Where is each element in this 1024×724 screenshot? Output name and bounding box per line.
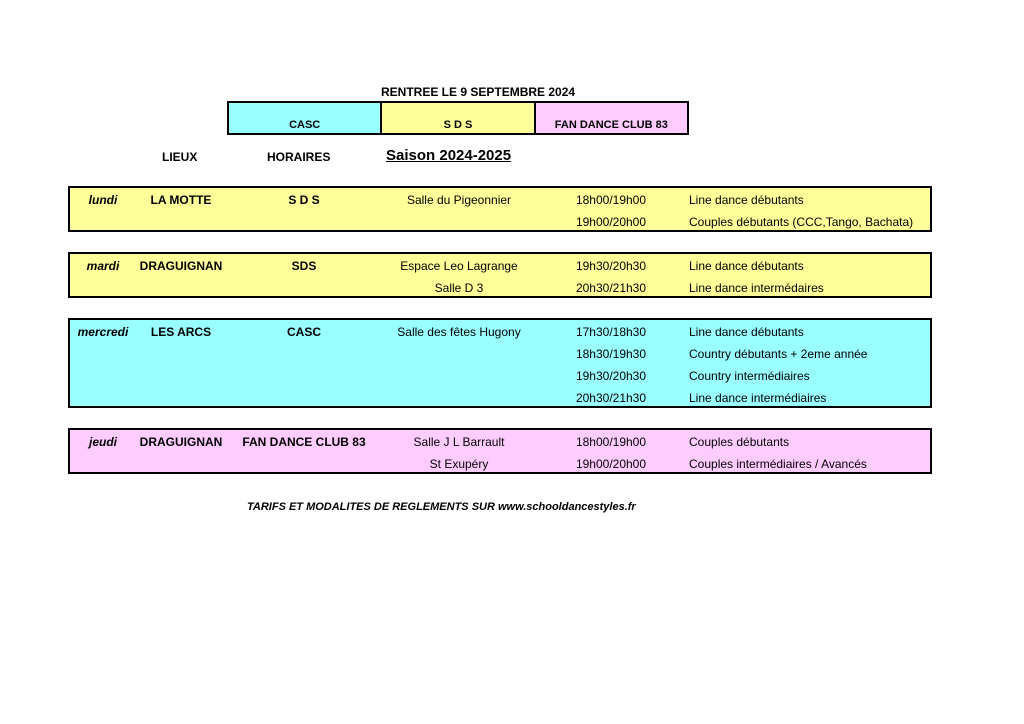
schedule-row (70, 430, 930, 452)
venue-label: Espace Leo Lagrange (400, 259, 518, 273)
schedule-row (70, 188, 930, 210)
header-horaires: HORAIRES (267, 150, 331, 164)
course-label: Line dance débutants (689, 325, 804, 339)
venue-label: Salle D 3 (434, 281, 484, 295)
page-title: RENTREE LE 9 SEPTEMBRE 2024 (381, 85, 576, 99)
header-lieux: LIEUX (162, 150, 198, 164)
club-label: S D S (288, 193, 320, 207)
venue-label: Salle J L Barrault (413, 435, 505, 449)
time-slot: 19h00/20h00 (575, 215, 647, 229)
location-label: DRAGUIGNAN (139, 435, 223, 449)
course-label: Line dance débutants (689, 193, 804, 207)
time-slot: 19h30/20h30 (575, 369, 647, 383)
footer-note: TARIFS ET MODALITES DE REGLEMENTS SUR www.schooldancestyles.fr (247, 501, 636, 513)
location-label: LES ARCS (150, 325, 212, 339)
schedule-row (70, 254, 930, 276)
schedule-block-jeudi (68, 428, 932, 474)
course-label: Country débutants + 2eme année (689, 347, 868, 361)
time-slot: 18h00/19h00 (575, 193, 647, 207)
venue-label: St Exupéry (429, 457, 489, 471)
course-label: Line dance intermédaires (689, 281, 824, 295)
legend-sds: S D S (380, 103, 533, 133)
course-label: Country intermédiaires (689, 369, 810, 383)
course-label: Couples débutants (689, 435, 790, 449)
time-slot: 20h30/21h30 (575, 391, 647, 405)
time-slot: 20h30/21h30 (575, 281, 647, 295)
legend-casc: CASC (229, 103, 380, 133)
course-label: Line dance intermédiaires (689, 391, 827, 405)
season-title: Saison 2024-2025 (386, 147, 512, 164)
schedule-row (70, 342, 930, 364)
schedule-block-mercredi (68, 318, 932, 408)
day-label: mardi (86, 259, 120, 273)
location-label: LA MOTTE (150, 193, 212, 207)
day-label: jeudi (88, 435, 117, 449)
schedule-block-lundi (68, 186, 932, 232)
club-label: SDS (291, 259, 317, 273)
schedule-block-mardi (68, 252, 932, 298)
location-label: DRAGUIGNAN (139, 259, 223, 273)
venue-label: Salle des fêtes Hugony (397, 325, 521, 339)
legend-fan-dance-club: FAN DANCE CLUB 83 (534, 103, 687, 133)
schedule-row (70, 386, 930, 408)
day-label: mercredi (77, 325, 129, 339)
schedule-row (70, 364, 930, 386)
time-slot: 19h30/20h30 (575, 259, 647, 273)
course-label: Line dance débutants (689, 259, 804, 273)
course-label: Couples débutants (CCC,Tango, Bachata) (689, 215, 914, 229)
day-label: lundi (88, 193, 118, 207)
time-slot: 17h30/18h30 (575, 325, 647, 339)
schedule-row (70, 210, 930, 232)
schedule-row (70, 452, 930, 474)
club-label: CASC (286, 325, 321, 339)
club-legend (227, 101, 689, 135)
schedule-row (70, 276, 930, 298)
time-slot: 18h30/19h30 (575, 347, 647, 361)
time-slot: 19h00/20h00 (575, 457, 647, 471)
course-label: Couples intermédiaires / Avancés (689, 457, 867, 471)
club-label: FAN DANCE CLUB 83 (242, 435, 366, 449)
time-slot: 18h00/19h00 (575, 435, 647, 449)
venue-label: Salle du Pigeonnier (406, 193, 512, 207)
schedule-row (70, 320, 930, 342)
